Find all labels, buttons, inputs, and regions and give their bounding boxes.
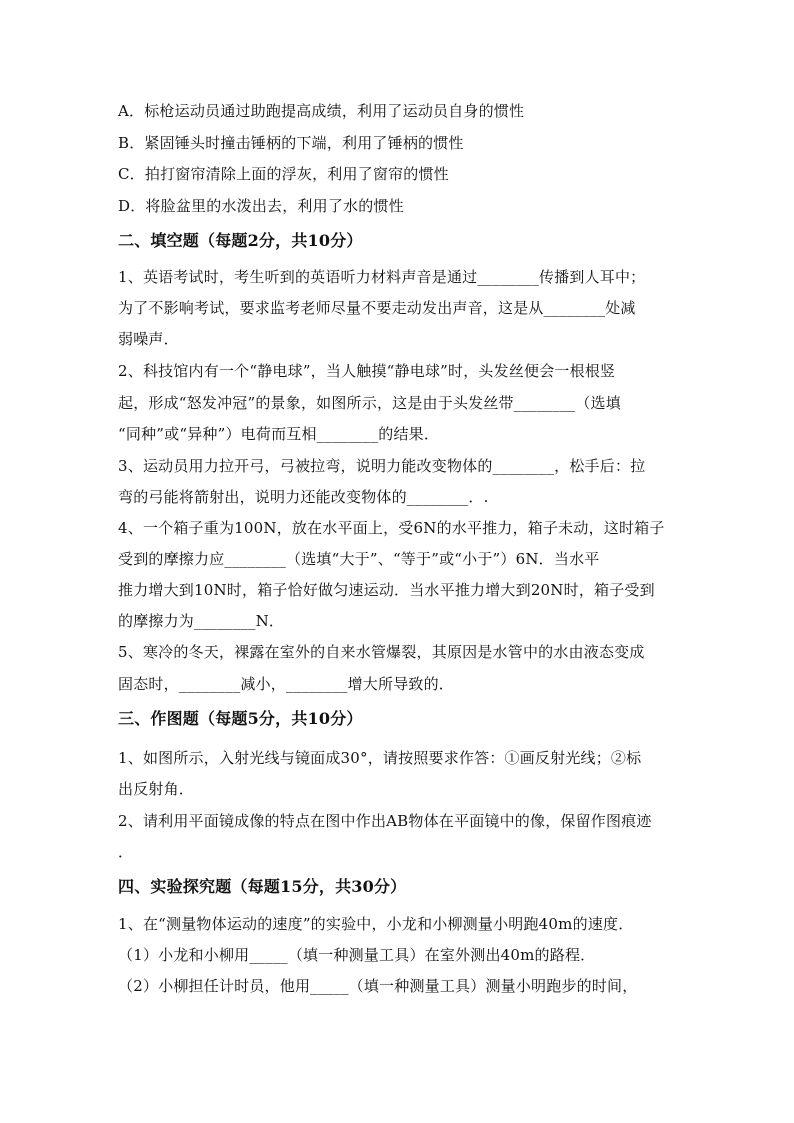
question-line: （2）小柳担任计时员，他用_____（填一种测量工具）测量小明跑步的时间，: [118, 977, 638, 995]
question-line: 出反射角．: [118, 780, 195, 798]
question-line: 起，形成“怒发冲冠”的景象，如图所示，这是由于头发丝带________（选填: [118, 394, 621, 412]
question-line: “同种”或“异种”）电荷而互相________的结果．: [118, 425, 440, 443]
option-d: D．将脸盆里的水泼出去，利用了水的惯性: [118, 197, 404, 215]
question-line: 为了不影响考试，要求监考老师尽量不要走动发出声音，这是从________处减: [118, 299, 636, 317]
question-line: 1、在“测量物体运动的速度”的实验中，小龙和小柳测量小明跑40m的速度．: [118, 915, 634, 933]
question-line: 5、寒冷的冬天，裸露在室外的自来水管爆裂，其原因是水管中的水由液态变成: [118, 643, 645, 661]
option-a: A．标枪运动员通过助跑提高成绩，利用了运动员自身的惯性: [118, 102, 525, 120]
question-line: 弯的弓能将箭射出，说明力还能改变物体的________．.: [118, 488, 489, 506]
section-heading-drawing: 三、作图题（每题5分，共10分）: [118, 709, 363, 728]
question-line: 4、一个箱子重为100N，放在水平面上，受6N的水平推力，箱子未动，这时箱子: [118, 519, 665, 537]
section-heading-experiment: 四、实验探究题（每题15分，共30分）: [118, 877, 407, 896]
question-line: 弱噪声．: [118, 330, 179, 348]
question-line: 1、如图所示，入射光线与镜面成30°，请按照要求作答：①画反射光线；②标: [118, 749, 642, 767]
question-line: 3、运动员用力拉开弓，弓被拉弯，说明力能改变物体的________，松手后：拉: [118, 457, 646, 475]
question-line: 的摩擦力为________N．: [118, 612, 285, 630]
option-b: B．紧固锤头时撞击锤柄的下端，利用了锤柄的惯性: [118, 134, 464, 152]
question-line: 推力增大到10N时，箱子恰好做匀速运动．当水平推力增大到20N时，箱子受到: [118, 581, 655, 599]
question-line: 1、英语考试时，考生听到的英语听力材料声音是通过________传播到人耳中；: [118, 268, 646, 286]
question-line: 受到的摩擦力应________（选填“大于”、“等于”或“小于”）6N．当水平: [118, 550, 600, 568]
option-c: C．拍打窗帘清除上面的浮灰，利用了窗帘的惯性: [118, 165, 449, 183]
section-heading-fill-blank: 二、填空题（每题2分，共10分）: [118, 231, 363, 250]
question-line: 2、科技馆内有一个“静电球”，当人触摸“静电球”时，头发丝便会一根根竖: [118, 362, 616, 380]
question-line: ．: [118, 843, 134, 861]
question-line: （1）小龙和小柳用_____（填一种测量工具）在室外测出40m的路程．: [118, 946, 596, 964]
question-line: 固态时，________减小，________增大所导致的．: [118, 675, 455, 693]
question-line: 2、请利用平面镜成像的特点在图中作出AB物体在平面镜中的像，保留作图痕迹: [118, 812, 652, 830]
